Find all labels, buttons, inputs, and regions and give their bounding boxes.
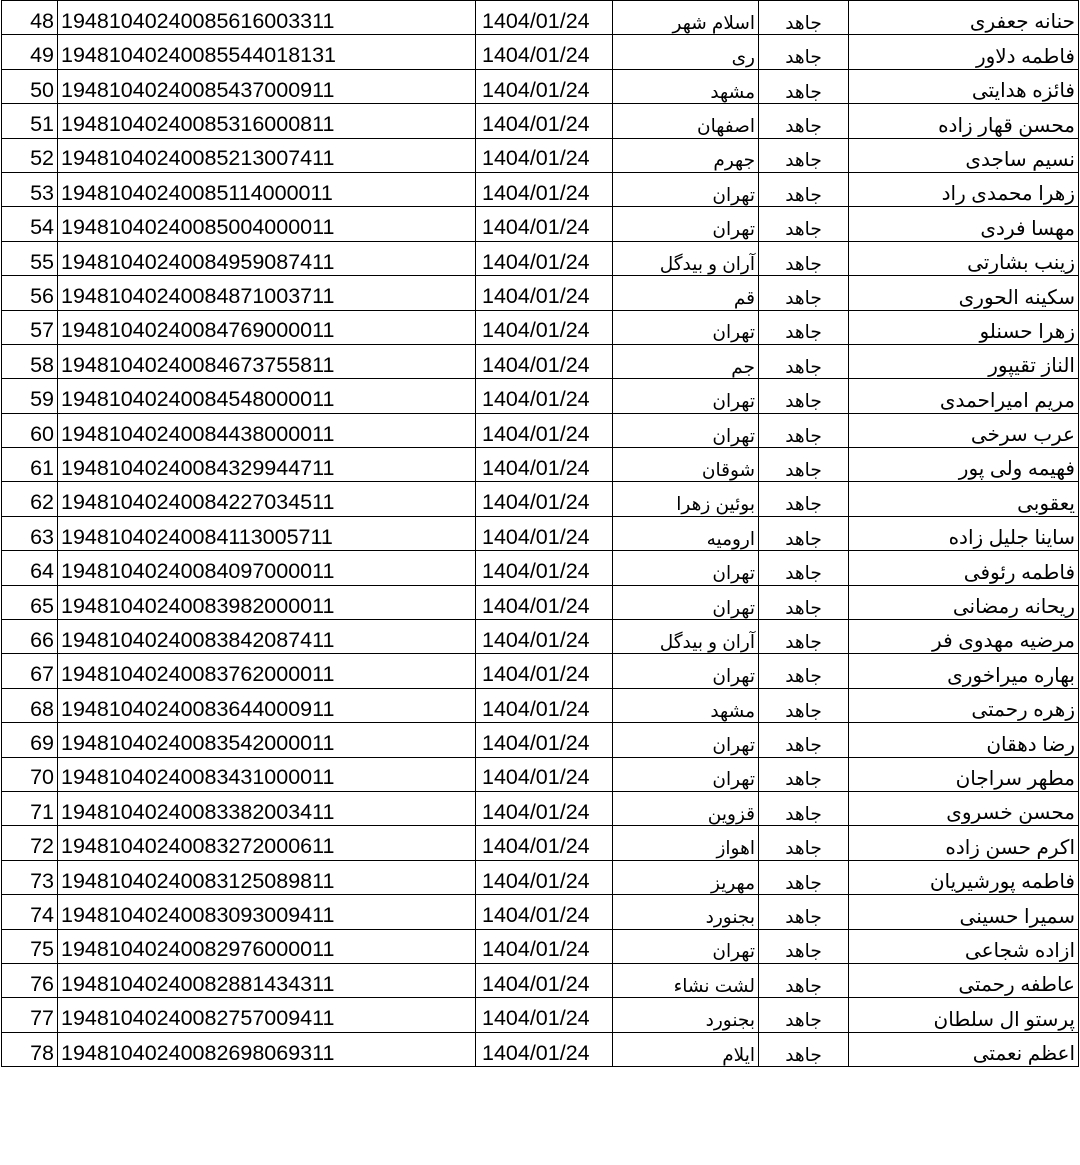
date-cell: 1404/01/24	[476, 757, 613, 791]
tracking-code-cell: 19481040240085213007411	[58, 138, 476, 172]
city-cell: قزوین	[613, 791, 759, 825]
name-cell: رضا دهقان	[849, 723, 1079, 757]
date-cell: 1404/01/24	[476, 516, 613, 550]
status-cell: جاهد	[759, 310, 849, 344]
status-cell: جاهد	[759, 207, 849, 241]
name-cell: الناز تقیپور	[849, 344, 1079, 378]
name-cell: زهره رحمتی	[849, 688, 1079, 722]
city-cell: آران و بیدگل	[613, 620, 759, 654]
table-row	[2, 482, 1079, 516]
tracking-code-cell: 19481040240083842087411	[58, 620, 476, 654]
city-cell: تهران	[613, 379, 759, 413]
status-cell: جاهد	[759, 654, 849, 688]
table-row	[2, 998, 1079, 1032]
table-row	[2, 551, 1079, 585]
status-cell: جاهد	[759, 172, 849, 206]
name-cell: زهرا حسنلو	[849, 310, 1079, 344]
date-cell: 1404/01/24	[476, 344, 613, 378]
row-index-cell: 66	[2, 620, 58, 654]
tracking-code-cell: 19481040240083542000011	[58, 723, 476, 757]
status-cell: جاهد	[759, 688, 849, 722]
city-cell: تهران	[613, 413, 759, 447]
row-index-cell: 64	[2, 551, 58, 585]
tracking-code-cell: 19481040240082881434311	[58, 963, 476, 997]
table-row	[2, 620, 1079, 654]
tracking-code-cell: 19481040240085616003311	[58, 1, 476, 35]
name-cell: پرستو ال سلطان	[849, 998, 1079, 1032]
date-cell: 1404/01/24	[476, 207, 613, 241]
date-cell: 1404/01/24	[476, 448, 613, 482]
date-cell: 1404/01/24	[476, 104, 613, 138]
row-index-cell: 51	[2, 104, 58, 138]
date-cell: 1404/01/24	[476, 482, 613, 516]
row-index-cell: 70	[2, 757, 58, 791]
table-row	[2, 172, 1079, 206]
city-cell: مشهد	[613, 69, 759, 103]
status-cell: جاهد	[759, 379, 849, 413]
city-cell: آران و بیدگل	[613, 241, 759, 275]
tracking-code-cell: 19481040240083272000611	[58, 826, 476, 860]
date-cell: 1404/01/24	[476, 35, 613, 69]
status-cell: جاهد	[759, 241, 849, 275]
status-cell: جاهد	[759, 620, 849, 654]
tracking-code-cell: 19481040240083982000011	[58, 585, 476, 619]
name-cell: مطهر سراجان	[849, 757, 1079, 791]
table-row	[2, 448, 1079, 482]
name-cell: ریحانه رمضانی	[849, 585, 1079, 619]
city-cell: بجنورد	[613, 895, 759, 929]
table-row	[2, 310, 1079, 344]
city-cell: تهران	[613, 929, 759, 963]
row-index-cell: 71	[2, 791, 58, 825]
table-row	[2, 585, 1079, 619]
tracking-code-cell: 19481040240083093009411	[58, 895, 476, 929]
row-index-cell: 62	[2, 482, 58, 516]
tracking-code-cell: 19481040240082976000011	[58, 929, 476, 963]
status-cell: جاهد	[759, 413, 849, 447]
name-cell: فهیمه ولی پور	[849, 448, 1079, 482]
status-cell: جاهد	[759, 1032, 849, 1066]
date-cell: 1404/01/24	[476, 963, 613, 997]
date-cell: 1404/01/24	[476, 895, 613, 929]
table-row	[2, 791, 1079, 825]
tracking-code-cell: 19481040240084329944711	[58, 448, 476, 482]
table-row	[2, 895, 1079, 929]
row-index-cell: 55	[2, 241, 58, 275]
name-cell: ازاده شجاعی	[849, 929, 1079, 963]
date-cell: 1404/01/24	[476, 620, 613, 654]
status-cell: جاهد	[759, 1, 849, 35]
date-cell: 1404/01/24	[476, 688, 613, 722]
tracking-code-cell: 19481040240083382003411	[58, 791, 476, 825]
status-cell: جاهد	[759, 895, 849, 929]
tracking-code-cell: 19481040240082757009411	[58, 998, 476, 1032]
status-cell: جاهد	[759, 757, 849, 791]
city-cell: جهرم	[613, 138, 759, 172]
name-cell: فاطمه پورشیریان	[849, 860, 1079, 894]
table-row	[2, 654, 1079, 688]
tracking-code-cell: 19481040240084548000011	[58, 379, 476, 413]
status-cell: جاهد	[759, 69, 849, 103]
city-cell: تهران	[613, 585, 759, 619]
tracking-code-cell: 19481040240085316000811	[58, 104, 476, 138]
name-cell: محسن قهار زاده	[849, 104, 1079, 138]
table-row	[2, 1032, 1079, 1066]
status-cell: جاهد	[759, 138, 849, 172]
date-cell: 1404/01/24	[476, 310, 613, 344]
city-cell: شوقان	[613, 448, 759, 482]
date-cell: 1404/01/24	[476, 69, 613, 103]
date-cell: 1404/01/24	[476, 998, 613, 1032]
name-cell: محسن خسروی	[849, 791, 1079, 825]
row-index-cell: 63	[2, 516, 58, 550]
tracking-code-cell: 19481040240084871003711	[58, 276, 476, 310]
table-row	[2, 379, 1079, 413]
date-cell: 1404/01/24	[476, 654, 613, 688]
tracking-code-cell: 19481040240084227034511	[58, 482, 476, 516]
name-cell: فاطمه دلاور	[849, 35, 1079, 69]
city-cell: تهران	[613, 310, 759, 344]
row-index-cell: 48	[2, 1, 58, 35]
name-cell: بهاره میراخوری	[849, 654, 1079, 688]
status-cell: جاهد	[759, 791, 849, 825]
tracking-code-cell: 19481040240085437000911	[58, 69, 476, 103]
table-row	[2, 688, 1079, 722]
table-row	[2, 207, 1079, 241]
status-cell: جاهد	[759, 723, 849, 757]
date-cell: 1404/01/24	[476, 413, 613, 447]
row-index-cell: 77	[2, 998, 58, 1032]
tracking-code-cell: 19481040240084097000011	[58, 551, 476, 585]
name-cell: زهرا محمدی راد	[849, 172, 1079, 206]
date-cell: 1404/01/24	[476, 138, 613, 172]
row-index-cell: 49	[2, 35, 58, 69]
status-cell: جاهد	[759, 860, 849, 894]
row-index-cell: 61	[2, 448, 58, 482]
table-row	[2, 1, 1079, 35]
date-cell: 1404/01/24	[476, 1, 613, 35]
tracking-code-cell: 19481040240083125089811	[58, 860, 476, 894]
city-cell: مهریز	[613, 860, 759, 894]
table-row	[2, 826, 1079, 860]
name-cell: اعظم نعمتی	[849, 1032, 1079, 1066]
row-index-cell: 52	[2, 138, 58, 172]
city-cell: جم	[613, 344, 759, 378]
tracking-code-cell: 19481040240083644000911	[58, 688, 476, 722]
date-cell: 1404/01/24	[476, 860, 613, 894]
tracking-code-cell: 19481040240084769000011	[58, 310, 476, 344]
city-cell: بوئین زهرا	[613, 482, 759, 516]
row-index-cell: 73	[2, 860, 58, 894]
tracking-code-cell: 19481040240084673755811	[58, 344, 476, 378]
status-cell: جاهد	[759, 104, 849, 138]
table-row	[2, 35, 1079, 69]
row-index-cell: 76	[2, 963, 58, 997]
status-cell: جاهد	[759, 551, 849, 585]
date-cell: 1404/01/24	[476, 172, 613, 206]
table-row	[2, 413, 1079, 447]
table-row	[2, 860, 1079, 894]
city-cell: ری	[613, 35, 759, 69]
city-cell: تهران	[613, 723, 759, 757]
name-cell: عرب سرخی	[849, 413, 1079, 447]
city-cell: اسلام شهر	[613, 1, 759, 35]
table-row	[2, 757, 1079, 791]
tracking-code-cell: 19481040240085114000011	[58, 172, 476, 206]
city-cell: ایلام	[613, 1032, 759, 1066]
city-cell: تهران	[613, 207, 759, 241]
row-index-cell: 72	[2, 826, 58, 860]
city-cell: تهران	[613, 654, 759, 688]
table-row	[2, 344, 1079, 378]
status-cell: جاهد	[759, 35, 849, 69]
data-table	[1, 0, 1079, 1067]
city-cell: تهران	[613, 172, 759, 206]
table-row	[2, 516, 1079, 550]
table-row	[2, 138, 1079, 172]
status-cell: جاهد	[759, 276, 849, 310]
name-cell: سمیرا حسینی	[849, 895, 1079, 929]
row-index-cell: 65	[2, 585, 58, 619]
name-cell: یعقوبی	[849, 482, 1079, 516]
city-cell: اصفهان	[613, 104, 759, 138]
city-cell: مشهد	[613, 688, 759, 722]
row-index-cell: 68	[2, 688, 58, 722]
date-cell: 1404/01/24	[476, 826, 613, 860]
table-row	[2, 69, 1079, 103]
table-row	[2, 963, 1079, 997]
name-cell: فائزه هدایتی	[849, 69, 1079, 103]
date-cell: 1404/01/24	[476, 723, 613, 757]
city-cell: تهران	[613, 757, 759, 791]
row-index-cell: 54	[2, 207, 58, 241]
city-cell: ارومیه	[613, 516, 759, 550]
table-row	[2, 241, 1079, 275]
date-cell: 1404/01/24	[476, 585, 613, 619]
date-cell: 1404/01/24	[476, 276, 613, 310]
date-cell: 1404/01/24	[476, 1032, 613, 1066]
status-cell: جاهد	[759, 929, 849, 963]
status-cell: جاهد	[759, 963, 849, 997]
row-index-cell: 50	[2, 69, 58, 103]
row-index-cell: 57	[2, 310, 58, 344]
row-index-cell: 56	[2, 276, 58, 310]
date-cell: 1404/01/24	[476, 241, 613, 275]
status-cell: جاهد	[759, 585, 849, 619]
name-cell: عاطفه رحمتی	[849, 963, 1079, 997]
row-index-cell: 69	[2, 723, 58, 757]
tracking-code-cell: 19481040240083431000011	[58, 757, 476, 791]
tracking-code-cell: 19481040240083762000011	[58, 654, 476, 688]
date-cell: 1404/01/24	[476, 791, 613, 825]
table-row	[2, 276, 1079, 310]
name-cell: زینب بشارتی	[849, 241, 1079, 275]
date-cell: 1404/01/24	[476, 551, 613, 585]
city-cell: اهواز	[613, 826, 759, 860]
table-body	[2, 1, 1079, 1067]
row-index-cell: 74	[2, 895, 58, 929]
row-index-cell: 58	[2, 344, 58, 378]
status-cell: جاهد	[759, 448, 849, 482]
status-cell: جاهد	[759, 482, 849, 516]
row-index-cell: 59	[2, 379, 58, 413]
row-index-cell: 53	[2, 172, 58, 206]
city-cell: لشت نشاء	[613, 963, 759, 997]
city-cell: تهران	[613, 551, 759, 585]
status-cell: جاهد	[759, 998, 849, 1032]
table-row	[2, 723, 1079, 757]
tracking-code-cell: 19481040240084113005711	[58, 516, 476, 550]
date-cell: 1404/01/24	[476, 379, 613, 413]
tracking-code-cell: 19481040240084959087411	[58, 241, 476, 275]
row-index-cell: 75	[2, 929, 58, 963]
row-index-cell: 60	[2, 413, 58, 447]
status-cell: جاهد	[759, 344, 849, 378]
name-cell: مرضیه مهدوی فر	[849, 620, 1079, 654]
name-cell: اکرم حسن زاده	[849, 826, 1079, 860]
table-row	[2, 104, 1079, 138]
name-cell: فاطمه رئوفی	[849, 551, 1079, 585]
tracking-code-cell: 19481040240085544018131	[58, 35, 476, 69]
name-cell: نسیم ساجدی	[849, 138, 1079, 172]
status-cell: جاهد	[759, 826, 849, 860]
row-index-cell: 78	[2, 1032, 58, 1066]
name-cell: ساینا جلیل زاده	[849, 516, 1079, 550]
name-cell: حنانه جعفری	[849, 1, 1079, 35]
city-cell: قم	[613, 276, 759, 310]
name-cell: مهسا فردی	[849, 207, 1079, 241]
city-cell: بجنورد	[613, 998, 759, 1032]
tracking-code-cell: 19481040240084438000011	[58, 413, 476, 447]
name-cell: سکینه الحوری	[849, 276, 1079, 310]
date-cell: 1404/01/24	[476, 929, 613, 963]
status-cell: جاهد	[759, 516, 849, 550]
tracking-code-cell: 19481040240082698069311	[58, 1032, 476, 1066]
tracking-code-cell: 19481040240085004000011	[58, 207, 476, 241]
name-cell: مریم امیراحمدی	[849, 379, 1079, 413]
table-row	[2, 929, 1079, 963]
row-index-cell: 67	[2, 654, 58, 688]
